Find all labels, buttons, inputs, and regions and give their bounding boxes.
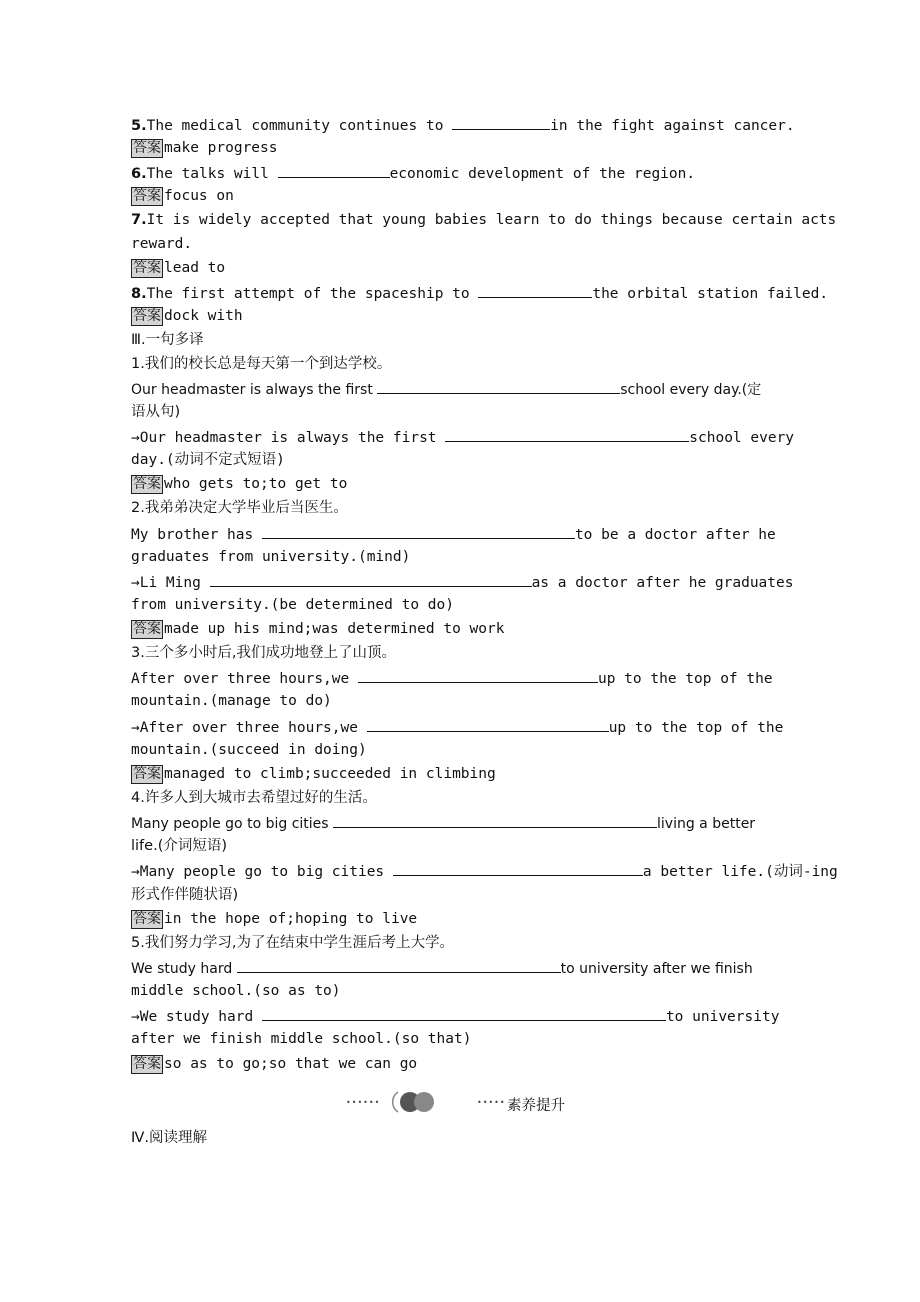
sentence-text: Our headmaster is always the first bbox=[131, 382, 378, 398]
translation-b bbox=[131, 716, 783, 738]
answer-text: in the hope of;hoping to live bbox=[164, 911, 418, 927]
question-text-after: the orbital station failed. bbox=[592, 286, 829, 302]
answer-label: 答案 bbox=[133, 476, 161, 492]
sentence-text-after: living a better bbox=[657, 816, 756, 832]
question-number: 8. bbox=[131, 286, 147, 302]
translation-b-cont: from university.(be determined to do) bbox=[131, 597, 455, 613]
dots-left: •••••• bbox=[346, 1098, 381, 1107]
translation-a bbox=[131, 667, 773, 689]
translation-a-cont: graduates from university.(mind) bbox=[131, 549, 411, 565]
sentence-text: We study hard bbox=[131, 961, 237, 977]
translation-b-cont: 形式作伴随状语) bbox=[131, 887, 239, 903]
answer-q5 bbox=[131, 1054, 417, 1074]
answer-blank bbox=[210, 571, 532, 587]
sentence-text-after: a better life.(动词-ing bbox=[642, 864, 838, 880]
answer-blank bbox=[262, 1005, 666, 1021]
translation-a bbox=[131, 378, 761, 400]
question-text-after: in the fight against cancer. bbox=[550, 118, 795, 134]
translation-b-cont: mountain.(succeed in doing) bbox=[131, 742, 367, 758]
sentence-text-after: school every day.(定 bbox=[620, 382, 762, 398]
answer-label: 答案 bbox=[133, 140, 161, 156]
answer-q3 bbox=[131, 764, 496, 784]
translation-a bbox=[131, 957, 753, 979]
translation-b bbox=[131, 860, 838, 882]
answer-text: focus on bbox=[164, 188, 234, 204]
translation-prompt: 4.许多人到大城市去希望过好的生活。 bbox=[131, 790, 377, 806]
question-7 bbox=[131, 210, 836, 230]
translation-prompt: 5.我们努力学习,为了在结束中学生涯后考上大学。 bbox=[131, 935, 454, 951]
answer-label: 答案 bbox=[133, 766, 161, 782]
answer-text: dock with bbox=[164, 308, 243, 324]
translation-a-cont: life.(介词短语) bbox=[131, 838, 228, 854]
section-divider bbox=[346, 1086, 606, 1116]
answer-6 bbox=[131, 186, 234, 206]
sentence-text-after: to university after we finish bbox=[560, 961, 753, 977]
question-number: 7. bbox=[131, 212, 147, 228]
sentence-text: →Our headmaster is always the first bbox=[131, 430, 446, 446]
answer-label: 答案 bbox=[133, 911, 161, 927]
answer-q1 bbox=[131, 474, 347, 494]
answer-label: 答案 bbox=[133, 260, 161, 276]
question-text-after: economic development of the region. bbox=[389, 166, 696, 182]
answer-label: 答案 bbox=[133, 621, 161, 637]
answer-q2 bbox=[131, 619, 504, 639]
sentence-text: Many people go to big cities bbox=[131, 816, 334, 832]
sentence-text: →After over three hours,we bbox=[131, 720, 367, 736]
translation-prompt: 3.三个多小时后,我们成功地登上了山顶。 bbox=[131, 645, 396, 661]
answer-blank bbox=[452, 114, 550, 130]
circles-icon bbox=[390, 1086, 438, 1114]
question-text: The medical community continues to bbox=[146, 118, 453, 134]
answer-text: lead to bbox=[164, 260, 226, 276]
sentence-text-after: to university bbox=[665, 1009, 780, 1025]
translation-b bbox=[131, 1005, 779, 1027]
sentence-text: →Li Ming bbox=[131, 575, 210, 591]
section-heading: Ⅲ.一句多译 bbox=[131, 332, 204, 348]
answer-blank bbox=[478, 282, 592, 298]
answer-blank bbox=[333, 812, 657, 828]
translation-a-cont: 语从句) bbox=[131, 404, 181, 420]
sentence-text: →Many people go to big cities bbox=[131, 864, 393, 880]
answer-blank bbox=[445, 426, 689, 442]
answer-text: managed to climb;succeeded in climbing bbox=[164, 766, 496, 782]
answer-text: who gets to;to get to bbox=[164, 476, 348, 492]
question-text: It is widely accepted that young babies learn to do things because certain acts bbox=[146, 212, 837, 228]
answer-5 bbox=[131, 138, 278, 158]
answer-text: so as to go;so that we can go bbox=[164, 1056, 418, 1072]
translation-a-cont: middle school.(so as to) bbox=[131, 983, 341, 999]
question-6 bbox=[131, 162, 695, 184]
question-7-cont bbox=[131, 234, 192, 254]
question-8 bbox=[131, 282, 828, 304]
sentence-text: →We study hard bbox=[131, 1009, 262, 1025]
question-text: The first attempt of the spaceship to bbox=[146, 286, 479, 302]
answer-blank bbox=[358, 667, 598, 683]
answer-label: 答案 bbox=[133, 188, 161, 204]
sentence-text-after: up to the top of the bbox=[608, 720, 784, 736]
translation-prompt: 1.我们的校长总是每天第一个到达学校。 bbox=[131, 356, 392, 372]
translation-b bbox=[131, 571, 793, 593]
answer-q4 bbox=[131, 909, 417, 929]
answer-blank bbox=[377, 378, 620, 394]
answer-blank bbox=[393, 860, 643, 876]
question-number: 6. bbox=[131, 166, 147, 182]
sentence-text-after: school every bbox=[689, 430, 795, 446]
answer-text: made up his mind;was determined to work bbox=[164, 621, 505, 637]
section-heading: Ⅳ.阅读理解 bbox=[131, 1130, 207, 1146]
answer-blank bbox=[367, 716, 609, 732]
answer-blank bbox=[262, 523, 575, 539]
answer-blank bbox=[278, 162, 390, 178]
answer-blank bbox=[237, 957, 561, 973]
translation-prompt: 2.我弟弟决定大学毕业后当医生。 bbox=[131, 500, 348, 516]
translation-b-cont: after we finish middle school.(so that) bbox=[131, 1031, 472, 1047]
sentence-text: My brother has bbox=[131, 527, 262, 543]
answer-8 bbox=[131, 306, 243, 326]
section-title: 素养提升 bbox=[507, 1098, 565, 1114]
answer-label: 答案 bbox=[133, 308, 161, 324]
answer-label: 答案 bbox=[133, 1056, 161, 1072]
question-5 bbox=[131, 114, 795, 136]
question-text: reward. bbox=[131, 236, 193, 252]
translation-a bbox=[131, 812, 755, 834]
question-text: The talks will bbox=[146, 166, 278, 182]
answer-text: make progress bbox=[164, 140, 278, 156]
translation-b-cont: day.(动词不定式短语) bbox=[131, 452, 285, 468]
sentence-text-after: as a doctor after he graduates bbox=[531, 575, 794, 591]
question-number: 5. bbox=[131, 118, 147, 134]
answer-7 bbox=[131, 258, 225, 278]
translation-a-cont: mountain.(manage to do) bbox=[131, 693, 332, 709]
sentence-text: After over three hours,we bbox=[131, 671, 358, 687]
translation-b bbox=[131, 426, 794, 448]
dots-right: ••••• bbox=[477, 1098, 506, 1107]
translation-a bbox=[131, 523, 776, 545]
sentence-text-after: up to the top of the bbox=[597, 671, 773, 687]
sentence-text-after: to be a doctor after he bbox=[574, 527, 776, 543]
